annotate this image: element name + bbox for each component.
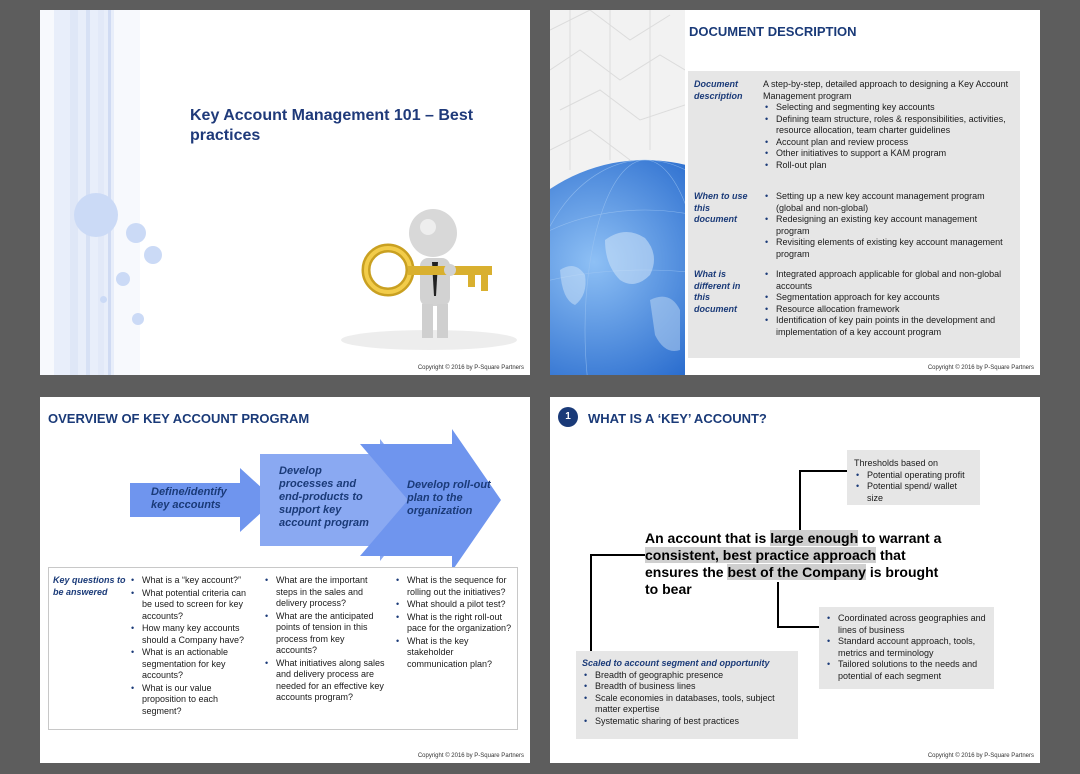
list-item: • Integrated approach applicable for global and non-global accounts: [763, 269, 1013, 292]
questions-column-3: [394, 575, 514, 671]
list-item: • What is a “key account?”: [129, 575, 254, 587]
person-with-key-illustration: [340, 200, 518, 352]
statement-text: to warrant a: [858, 530, 942, 546]
statement-text: that ensures the: [645, 547, 906, 580]
description-table: [688, 71, 1020, 358]
decor-circle: [126, 223, 146, 243]
row-bullets: [763, 269, 1013, 338]
list-item: • Selecting and segmenting key accounts: [763, 102, 1013, 114]
list-item: • Revisiting elements of existing key account management program: [763, 237, 1013, 260]
slide-heading: OVERVIEW OF KEY ACCOUNT PROGRAM: [48, 411, 310, 426]
row-bullets: [763, 102, 1013, 171]
list-item: • What potential criteria can be used to screen for key accounts?: [129, 588, 254, 623]
thresholds-box: [847, 450, 980, 505]
list-item: • Potential spend/ wallet size: [854, 481, 973, 504]
list-item: • Scale economies in databases, tools, subject matter expertise: [582, 693, 792, 716]
thresholds-title: Thresholds based on: [854, 458, 939, 468]
connector-line: [590, 554, 645, 556]
list-item: • Systematic sharing of best practices: [582, 716, 792, 728]
row-intro: A step-by-step, detailed approach to designing a Key Account Management program: [763, 79, 1009, 101]
list-item: • What is an actionable segmentation for key accounts?: [129, 647, 254, 682]
step-label-2: Develop processes and end-products to support key account program: [279, 465, 369, 529]
list-item: • What are the anticipated points of tension in this process from key accounts?: [263, 611, 387, 657]
list-item: • Redesigning an existing key account management program: [763, 214, 1013, 237]
list-item: • How many key accounts should a Company have?: [129, 623, 254, 646]
scaled-box: [576, 651, 798, 739]
copyright: Copyright © 2016 by P-Square Partners: [927, 753, 1034, 759]
statement-text: is brought to bear: [645, 564, 939, 597]
decor-circle: [74, 193, 118, 237]
list-item: • What should a pilot test?: [394, 599, 514, 611]
row-content: [763, 269, 1013, 338]
key-questions-label: Key questions to be answered: [53, 575, 126, 597]
list-item: • What is the key stakeholder communication plan?: [394, 636, 514, 671]
list-item: • Roll-out plan: [763, 160, 1013, 172]
list-item: • Segmentation approach for key accounts: [763, 292, 1013, 304]
copyright: Copyright © 2016 by P-Square Partners: [417, 365, 524, 371]
list-item: • Setting up a new key account management program (global and non-global): [763, 191, 1013, 214]
list-item: • Tailored solutions to the needs and potential of each segment: [825, 659, 988, 682]
row-bullets: [763, 191, 1013, 260]
connector-line: [799, 470, 801, 532]
list-item: • What is the sequence for rolling out the initiatives?: [394, 575, 514, 598]
highlight-text: best of the Company: [727, 564, 866, 580]
step-label-3: Develop roll-out plan to the organization: [407, 479, 491, 517]
row-label: When to use this document: [694, 191, 748, 224]
globe-illustration: [550, 10, 685, 375]
decor-circle: [116, 272, 130, 286]
list-item: • Potential operating profit: [854, 470, 973, 482]
step-label-1: Define/identify key accounts: [151, 486, 227, 511]
statement-text: An account that is: [645, 530, 771, 546]
list-item: • Resource allocation framework: [763, 304, 1013, 316]
slide-title: [40, 10, 530, 375]
list-item: • What is the right roll-out pace for the organization?: [394, 612, 514, 635]
slide-what-is-key-account: [550, 397, 1040, 763]
slide-document-description: [550, 10, 1040, 375]
list-item: • Defining team structure, roles & responsibilities, activities, resource allocation, team charter guidelines: [763, 114, 1013, 137]
list-item: • Standard account approach, tools, metrics and terminology: [825, 636, 988, 659]
slide-heading: WHAT IS A ‘KEY’ ACCOUNT?: [588, 411, 767, 426]
list-item: • Breadth of business lines: [582, 681, 792, 693]
highlight-text: large enough: [770, 530, 859, 546]
copyright: Copyright © 2016 by P-Square Partners: [417, 753, 524, 759]
list-item: • What is our value proposition to each segment?: [129, 683, 254, 718]
list-item: • Breadth of geographic presence: [582, 670, 792, 682]
list-item: • What initiatives along sales and delivery process are needed for an effective key accounts program?: [263, 658, 387, 704]
row-label: What is different in this document: [694, 269, 741, 314]
slide-heading: DOCUMENT DESCRIPTION: [689, 24, 857, 39]
decor-circle: [100, 296, 107, 303]
decor-circle: [144, 246, 162, 264]
key-questions-box: [48, 567, 518, 730]
questions-column-2: [263, 575, 387, 705]
connector-line: [590, 554, 592, 651]
list-item: • What are the important steps in the sales and delivery process?: [263, 575, 387, 610]
presentation-title: Key Account Management 101 – Best practices: [190, 107, 474, 144]
row-label: Document description: [694, 79, 743, 101]
decor-circle: [132, 313, 144, 325]
coordinated-box: [819, 607, 994, 689]
connector-line: [799, 470, 849, 472]
scaled-title: Scaled to account segment and opportunity: [582, 658, 770, 668]
section-number-badge: 1: [558, 407, 578, 427]
list-item: • Other initiatives to support a KAM program: [763, 148, 1013, 160]
decorative-band: [40, 10, 140, 375]
list-item: • Coordinated across geographies and lines of business: [825, 613, 988, 636]
row-content: [763, 191, 1013, 260]
questions-column-1: [129, 575, 254, 718]
copyright: Copyright © 2016 by P-Square Partners: [927, 365, 1034, 371]
highlight-text: consistent, best practice approach: [645, 547, 877, 563]
row-content: [763, 79, 1013, 171]
list-item: • Identification of key pain points in the development and implementation of a key account program: [763, 315, 1013, 338]
list-item: • Account plan and review process: [763, 137, 1013, 149]
connector-line: [777, 626, 821, 628]
key-account-definition: [645, 530, 955, 598]
slide-overview: [40, 397, 530, 763]
